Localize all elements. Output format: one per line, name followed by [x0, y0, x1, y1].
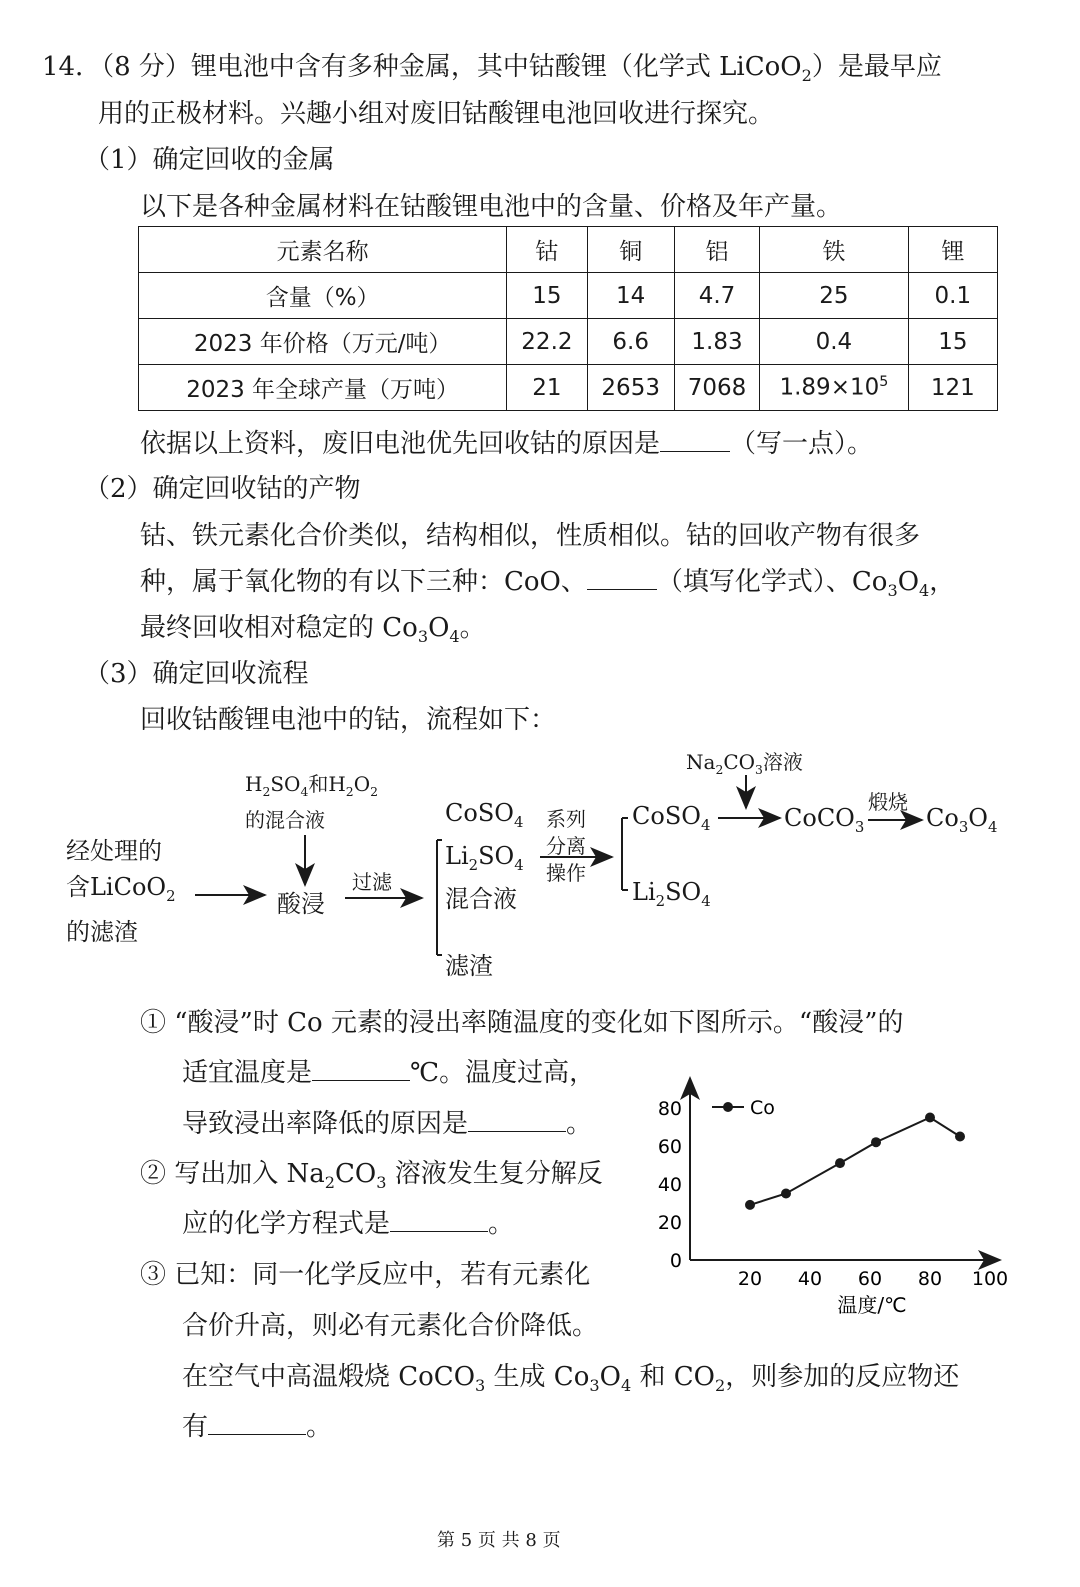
part1-intro: 以下是各种金属材料在钴酸锂电池中的含量、价格及年产量。 [140, 192, 843, 222]
table-cell: 121 [908, 365, 997, 411]
table-cell: 1.83 [674, 319, 759, 365]
table-cell: 25 [760, 273, 909, 319]
table-header-cell: 元素名称 [139, 227, 507, 273]
table-cell: 7068 [674, 365, 759, 411]
leach-rate-chart [640, 1070, 1020, 1320]
data-point [871, 1137, 881, 1147]
x-tick-label: 60 [857, 1268, 883, 1290]
current-page: 5 [460, 1530, 473, 1551]
table-header-row [139, 227, 998, 273]
question-number: 14． [42, 52, 102, 82]
q3-line-4: 有 。 [182, 1412, 333, 1442]
x-tick-label: 40 [797, 1268, 823, 1290]
filtrate-mixture: CoSO$_4$ $Li_2SO_4$ 混合液 [445, 799, 524, 913]
table-cell: 2023 年全球产量（万吨） [139, 365, 507, 411]
table-cell: 21 [507, 365, 587, 411]
part2-line-2: 种，属于氧化物的有以下三种：CoO、 （填写化学式）、$Co_3O_4$， [140, 567, 956, 601]
q3-line-1: ③ 已知：同一化学反应中，若有元素化 [140, 1260, 591, 1290]
data-point [835, 1158, 845, 1168]
question-line-2: 用的正极材料。兴趣小组对废旧钴酸锂电池回收进行探究。 [98, 99, 775, 129]
table-header-cell: 锂 [908, 227, 997, 273]
question-line-1: 14．（8 分）锂电池中含有多种金属，其中钴酸锂（化学式 LiCoO$_2$）是最早应 [42, 52, 942, 86]
q1-line-2: 适宜温度是 ℃。温度过高， [182, 1058, 596, 1088]
reagent-label: $H_2SO_4$和$H_2O_2$ 的混合液 [245, 772, 378, 832]
q3-line-2: 合价升高，则必有元素化合价降低。 [182, 1311, 599, 1341]
table-cell: 0.1 [908, 273, 997, 319]
x-tick-label: 100 [971, 1268, 1009, 1290]
part1-heading: （1）确定回收的金属 [84, 145, 335, 175]
table-cell: 0.4 [760, 319, 909, 365]
table-cell-iron-output: $1.89\times 10^5$ [760, 365, 909, 411]
table-cell: 2653 [587, 365, 674, 411]
li2so4-product: $Li_2SO_4$ [632, 878, 711, 910]
table-row [139, 365, 998, 411]
q2-line-1: ② 写出加入 $Na_2CO_3$ 溶液发生复分解反 [140, 1159, 603, 1193]
q3-line-3: 在空气中高温煅烧 CoCO$_3$ 生成 $Co_3O_4$ 和 $CO_2$，则参加的反应物还 [182, 1362, 960, 1396]
part1-question: 依据以上资料，废旧电池优先回收钴的原因是 （写一点）。 [140, 429, 874, 459]
table-row [139, 273, 998, 319]
q1-line-3: 导致浸出率降低的原因是 。 [182, 1109, 593, 1139]
data-point [955, 1132, 965, 1142]
start-material: 经处理的 含LiCoO$_2$ 的滤渣 [66, 837, 176, 946]
flow-diagram [0, 740, 1080, 990]
part2-line-3: 最终回收相对稳定的 $Co_3O_4$。 [140, 613, 486, 647]
co3o4-product: $Co_3O_4$ [926, 804, 998, 836]
legend-marker [723, 1102, 733, 1112]
table-header-cell: 铜 [587, 227, 674, 273]
table-cell: 4.7 [674, 273, 759, 319]
table-cell: 15 [908, 319, 997, 365]
y-tick-label: 40 [657, 1174, 682, 1196]
table-cell: 15 [507, 273, 587, 319]
answer-blank[interactable] [468, 1107, 566, 1132]
table-cell: 6.6 [587, 319, 674, 365]
table-header-cell: 钴 [507, 227, 587, 273]
part3-heading: （3）确定回收流程 [84, 659, 309, 689]
na2co3-label: $Na_2CO_3$溶液 [686, 750, 803, 777]
part2-line-1: 钴、铁元素化合价类似，结构相似，性质相似。钴的回收产物有很多 [140, 521, 921, 551]
acid-leach-step: 酸浸 [277, 890, 325, 918]
y-tick-label: 60 [657, 1136, 682, 1158]
page-footer: 第 5 页 共 8 页 [437, 1530, 561, 1551]
data-point [745, 1200, 755, 1210]
x-tick-label: 20 [737, 1268, 763, 1290]
y-tick-label: 0 [669, 1250, 682, 1272]
table-cell: 2023 年价格（万元/吨） [139, 319, 507, 365]
x-tick-label: 80 [917, 1268, 943, 1290]
y-tick-label: 80 [657, 1098, 682, 1120]
answer-blank[interactable] [660, 427, 730, 452]
answer-blank[interactable] [587, 565, 657, 590]
legend-label: Co [750, 1097, 775, 1119]
table-row [139, 319, 998, 365]
x-axis-label: 温度/℃ [837, 1293, 907, 1317]
table-header-cell: 铝 [674, 227, 759, 273]
total-pages: 8 [525, 1530, 537, 1551]
calcine-label: 煅烧 [868, 790, 908, 814]
separation-label: 系列 分离 操作 [546, 807, 586, 885]
answer-blank[interactable] [208, 1410, 306, 1435]
data-point [925, 1113, 935, 1123]
table-cell: 含量（%） [139, 273, 507, 319]
data-point [781, 1189, 791, 1199]
metal-table [138, 226, 998, 411]
filter-label: 过滤 [352, 870, 392, 894]
q2-line-2: 应的化学方程式是 。 [182, 1209, 515, 1239]
answer-blank[interactable] [390, 1207, 488, 1232]
table-cell: 22.2 [507, 319, 587, 365]
part3-intro: 回收钴酸锂电池中的钴，流程如下： [140, 705, 557, 735]
residue-product: 滤渣 [445, 952, 493, 980]
table-header-cell: 铁 [760, 227, 909, 273]
table-cell: 14 [587, 273, 674, 319]
q1-line-1: ① “酸浸”时 Co 元素的浸出率随温度的变化如下图所示。“酸浸”的 [140, 1008, 904, 1038]
coco3-product: CoCO$_3$ [784, 804, 865, 836]
part2-heading: （2）确定回收钴的产物 [84, 474, 361, 504]
coso4-product: CoSO$_4$ [632, 802, 711, 834]
y-tick-label: 20 [657, 1212, 682, 1234]
answer-blank[interactable] [312, 1056, 410, 1081]
